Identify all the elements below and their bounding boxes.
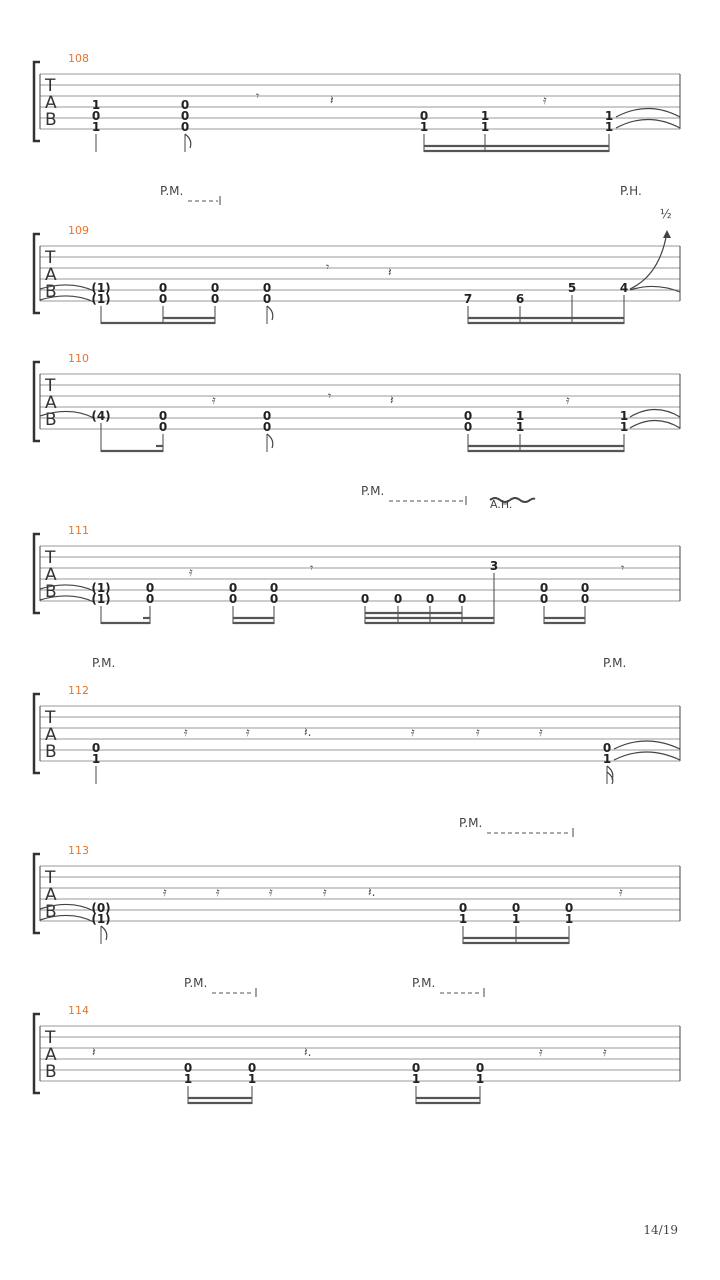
fret-number: 0 (158, 409, 168, 423)
beam-group (188, 1086, 252, 1104)
fret-number: (1) (91, 592, 111, 606)
rest-sixteenth: 𝄿 (163, 885, 167, 899)
tab-clef-b: B (45, 582, 57, 602)
rest-eighth: 𝄾 (326, 260, 330, 274)
fret-number: 1 (604, 120, 614, 134)
bend-amount: ½ (660, 207, 672, 221)
beam-group (101, 606, 150, 624)
fret-number: 6 (515, 292, 525, 306)
fret-number: 0 (419, 109, 429, 123)
note-flag (267, 434, 273, 448)
fret-number: 0 (580, 581, 590, 595)
beam-group (468, 434, 624, 452)
tie-arc (616, 120, 680, 129)
rest-sixteenth: 𝄿 (323, 885, 327, 899)
fret-number: 0 (457, 592, 467, 606)
fret-number: 0 (269, 592, 279, 606)
fret-number: 0 (262, 420, 272, 434)
measure-number: 109 (68, 224, 89, 237)
rest-sixteenth: 𝄿 (269, 885, 273, 899)
staff-lines (40, 866, 680, 921)
rest-sixteenth: 𝄿 (411, 725, 415, 739)
tab-clef-t: T (45, 1028, 56, 1048)
fret-number: 1 (411, 1072, 421, 1086)
system-111 (34, 484, 680, 624)
fret-number: 0 (91, 109, 101, 123)
beam-group (233, 606, 274, 624)
rest-sixteenth: 𝄿 (543, 93, 547, 107)
beam-group (463, 926, 569, 944)
palm-mute-label: P.M. (92, 656, 116, 670)
tab-clef-a: A (45, 393, 57, 413)
tab-clef-b: B (45, 1062, 57, 1082)
rest-eighth: 𝄾 (328, 389, 332, 403)
fret-number: 0 (262, 409, 272, 423)
fret-number: (1) (91, 912, 111, 926)
rest-sixteenth: 𝄿 (212, 393, 216, 407)
beam-group (416, 1086, 480, 1104)
fret-number: 1 (183, 1072, 193, 1086)
fret-number: 0 (158, 292, 168, 306)
staff-lines (40, 246, 680, 301)
rest-dotted-quarter: 𝄽. (304, 725, 312, 739)
tie-arc (630, 410, 680, 418)
system-bracket (34, 1014, 40, 1093)
fret-number: 1 (564, 912, 574, 926)
fret-number: 1 (475, 1072, 485, 1086)
tab-clef-a: A (45, 885, 57, 905)
fret-number: 0 (210, 292, 220, 306)
fret-number: 0 (475, 1061, 485, 1075)
rest-quarter: 𝄽 (92, 1045, 96, 1059)
tab-clef-b: B (45, 282, 57, 302)
rest-sixteenth: 𝄿 (619, 885, 623, 899)
fret-number: 1 (515, 420, 525, 434)
rest-sixteenth: 𝄿 (539, 1045, 543, 1059)
fret-number: 0 (564, 901, 574, 915)
fret-number: 0 (425, 592, 435, 606)
fret-number: 1 (458, 912, 468, 926)
fret-number: 0 (458, 901, 468, 915)
tab-clef-a: A (45, 725, 57, 745)
beam-group (544, 606, 585, 624)
palm-mute-label: P.M. (184, 976, 208, 990)
staff-lines (40, 706, 680, 761)
fret-number: 0 (183, 1061, 193, 1075)
fret-number: 0 (269, 581, 279, 595)
tab-clef-a: A (45, 93, 57, 113)
measure-number: 110 (68, 352, 89, 365)
rest-sixteenth: 𝄿 (189, 565, 193, 579)
fret-number: 0 (539, 581, 549, 595)
rest-sixteenth: 𝄿 (184, 725, 188, 739)
note-flag (607, 766, 613, 784)
system-114 (34, 976, 680, 1104)
note-flag (185, 134, 191, 148)
fret-number: 0 (602, 741, 612, 755)
system-bracket (34, 694, 40, 773)
fret-number: (1) (91, 581, 111, 595)
tab-clef-b: B (45, 742, 57, 762)
beam-group (468, 295, 624, 324)
rest-eighth: 𝄾 (256, 89, 260, 103)
tie-arc (614, 752, 680, 760)
tab-clef-a: A (45, 265, 57, 285)
fret-number: 1 (602, 752, 612, 766)
tie-arc (616, 109, 680, 118)
fret-number: 0 (228, 581, 238, 595)
fret-number: 1 (247, 1072, 257, 1086)
rest-quarter: 𝄽 (390, 393, 394, 407)
fret-number: 0 (247, 1061, 257, 1075)
pinch-harmonic-label: P.H. (620, 184, 642, 198)
rest-dotted-quarter: 𝄽. (304, 1045, 312, 1059)
page-number: 14/19 (643, 1223, 678, 1237)
palm-mute-label: P.M. (603, 656, 627, 670)
fret-number: 0 (411, 1061, 421, 1075)
measure-number: 113 (68, 844, 89, 857)
system-109 (34, 184, 680, 324)
rest-sixteenth: 𝄿 (539, 725, 543, 739)
fret-number: 1 (515, 409, 525, 423)
rest-sixteenth: 𝄿 (216, 885, 220, 899)
tie-arc (630, 421, 680, 429)
palm-mute-label: P.M. (412, 976, 436, 990)
fret-number: (1) (91, 281, 111, 295)
measure-number: 108 (68, 52, 89, 65)
fret-number: 0 (145, 581, 155, 595)
fret-number: 0 (262, 292, 272, 306)
fret-number: (1) (91, 292, 111, 306)
fret-number: 0 (262, 281, 272, 295)
fret-number: 3 (489, 559, 499, 573)
rest-quarter: 𝄽 (330, 93, 334, 107)
staff-lines (40, 374, 680, 429)
fret-number: 0 (463, 409, 473, 423)
fret-number: 1 (480, 109, 490, 123)
fret-number: 0 (180, 120, 190, 134)
system-113 (34, 816, 680, 944)
palm-mute-label: P.M. (459, 816, 483, 830)
tab-clef-t: T (45, 248, 56, 268)
fret-number: 1 (91, 98, 101, 112)
tab-clef-t: T (45, 76, 56, 96)
fret-number: 0 (210, 281, 220, 295)
rest-quarter: 𝄽 (388, 265, 392, 279)
fret-number: 0 (360, 592, 370, 606)
fret-number: (0) (91, 901, 111, 915)
palm-mute-label: P.M. (160, 184, 184, 198)
beam-group (101, 306, 215, 324)
rest-sixteenth: 𝄿 (476, 725, 480, 739)
rest-sixteenth: 𝄿 (566, 393, 570, 407)
bend-arrow (630, 232, 667, 289)
rest-sixteenth: 𝄿 (603, 1045, 607, 1059)
measure-number: 111 (68, 524, 89, 537)
tie-arc (614, 741, 680, 749)
beam-group (101, 423, 163, 452)
fret-number: 5 (567, 281, 577, 295)
fret-number: 1 (619, 409, 629, 423)
tab-clef-b: B (45, 902, 57, 922)
fret-number: 1 (511, 912, 521, 926)
note-flag (267, 306, 273, 320)
fret-number: 0 (580, 592, 590, 606)
tab-clef-a: A (45, 565, 57, 585)
fret-number: 0 (158, 420, 168, 434)
fret-number: 1 (91, 120, 101, 134)
fret-number: 1 (91, 752, 101, 766)
measure-number: 114 (68, 1004, 89, 1017)
fret-number: 1 (419, 120, 429, 134)
tab-clef-t: T (45, 548, 56, 568)
tie-arc (630, 286, 680, 292)
tab-clef-b: B (45, 410, 57, 430)
fret-number: 0 (158, 281, 168, 295)
fret-number: 0 (511, 901, 521, 915)
fret-number: 0 (393, 592, 403, 606)
system-108 (34, 52, 680, 152)
palm-mute-label: P.M. (361, 484, 385, 498)
fret-number: 7 (463, 292, 473, 306)
fret-number: 1 (604, 109, 614, 123)
tab-clef-a: A (45, 1045, 57, 1065)
staff-lines (40, 1026, 680, 1081)
system-bracket (34, 62, 40, 141)
fret-number: 0 (463, 420, 473, 434)
rest-dotted-quarter: 𝄽. (368, 885, 376, 899)
fret-number: 1 (480, 120, 490, 134)
tab-clef-t: T (45, 868, 56, 888)
staff-lines (40, 74, 680, 129)
measure-number: 112 (68, 684, 89, 697)
fret-number: 0 (539, 592, 549, 606)
system-bracket (34, 234, 40, 313)
system-110 (34, 352, 680, 452)
fret-number: 0 (180, 98, 190, 112)
fret-number: 4 (619, 281, 629, 295)
bend-arrowhead (663, 230, 671, 238)
tab-clef-t: T (45, 708, 56, 728)
fret-number: 0 (180, 109, 190, 123)
rest-eighth: 𝄾 (310, 561, 314, 575)
system-bracket (34, 534, 40, 613)
fret-number: 1 (619, 420, 629, 434)
system-bracket (34, 362, 40, 441)
fret-number: 0 (228, 592, 238, 606)
tab-clef-t: T (45, 376, 56, 396)
system-bracket (34, 854, 40, 933)
fret-number: (4) (91, 409, 111, 423)
fret-number: 0 (91, 741, 101, 755)
note-flag (101, 926, 107, 940)
tab-clef-b: B (45, 110, 57, 130)
rest-sixteenth: 𝄿 (246, 725, 250, 739)
beam-group (424, 134, 609, 152)
system-112 (34, 656, 680, 784)
fret-number: 0 (145, 592, 155, 606)
artificial-harmonic-label: A.H. (490, 498, 513, 511)
rest-eighth: 𝄾 (621, 561, 625, 575)
